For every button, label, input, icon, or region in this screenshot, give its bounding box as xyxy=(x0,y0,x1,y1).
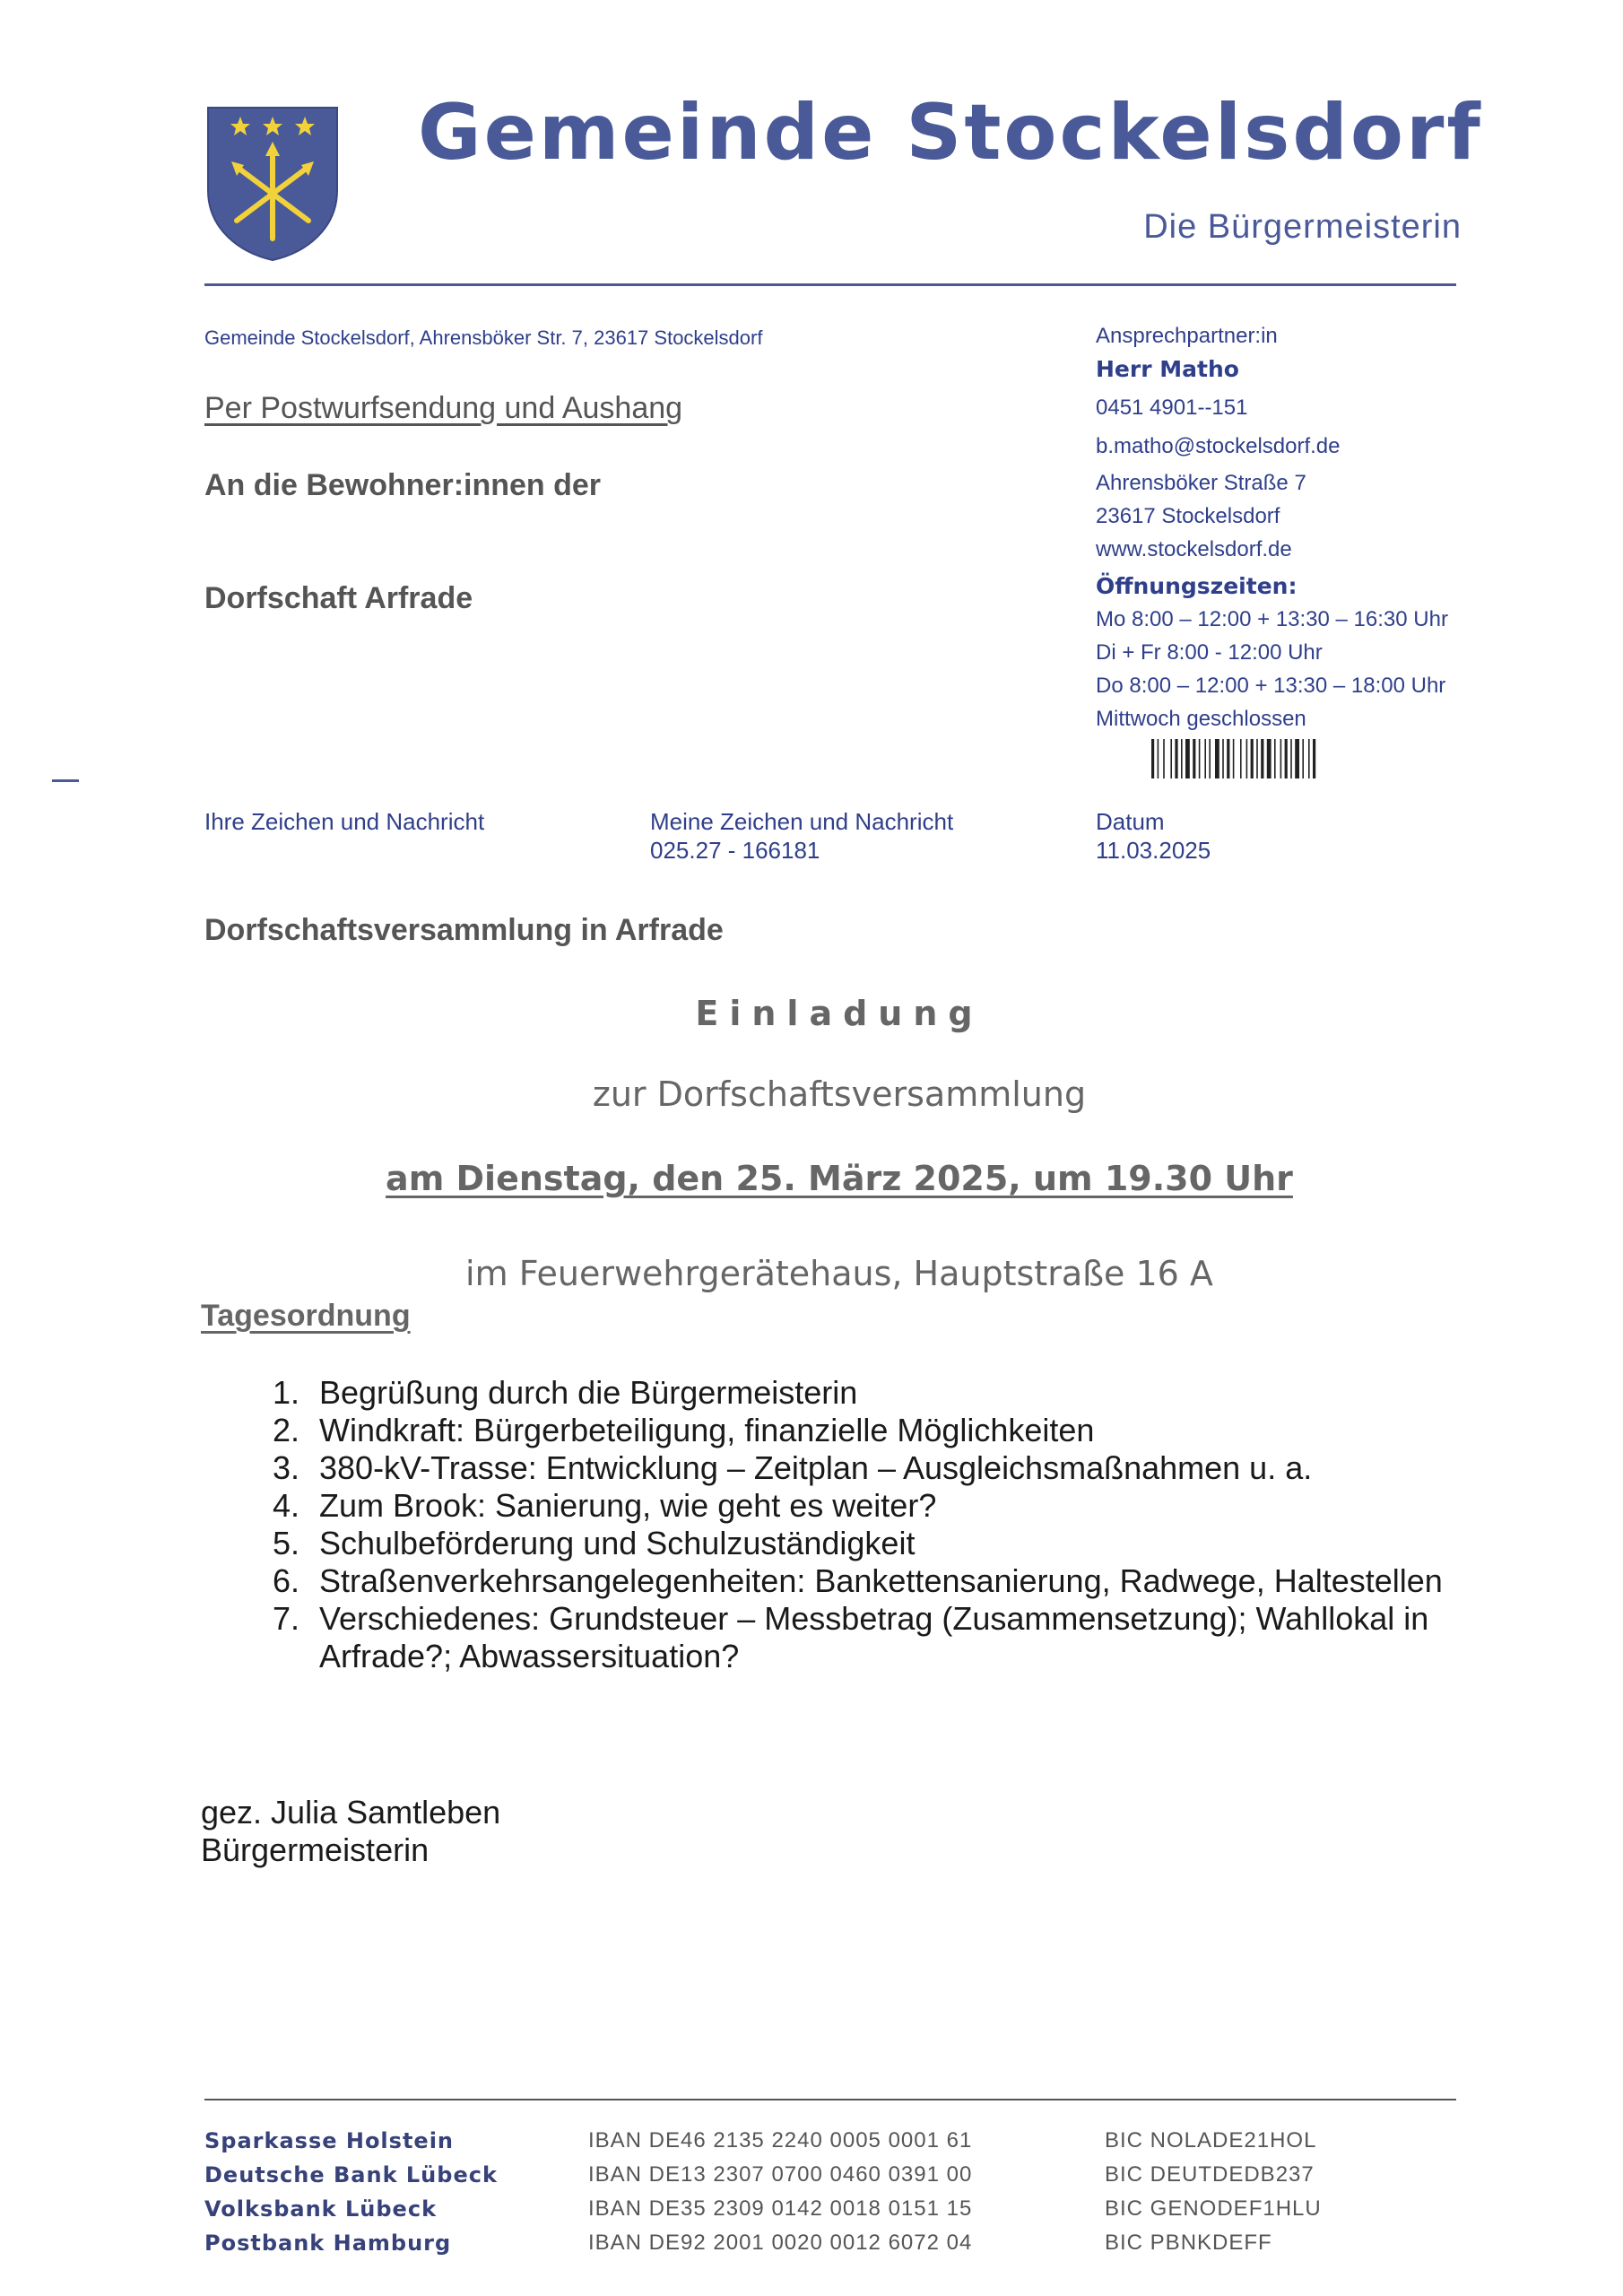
bank-names xyxy=(204,2124,498,2260)
contact-street: Ahrensböker Straße 7 xyxy=(1096,471,1306,495)
agenda-item-number: 3. xyxy=(272,1449,299,1486)
agenda-item xyxy=(242,1487,1462,1525)
agenda-item-number: 2. xyxy=(272,1412,299,1448)
bank-iban: IBAN DE35 2309 0142 0018 0151 15 xyxy=(588,2196,973,2221)
bank-bic: BIC DEUTDEDB237 xyxy=(1105,2162,1315,2187)
ref-ours xyxy=(650,807,953,865)
contact-name: Herr Matho xyxy=(1096,356,1239,382)
invitation-place: im Feuerwehrgerätehaus, Hauptstraße 16 A xyxy=(465,1254,1213,1293)
agenda-list xyxy=(242,1374,1462,1675)
agenda-item-text: Windkraft: Bürgerbeteiligung, finanzielle Möglichkeiten xyxy=(319,1412,1095,1448)
shipping-note: Per Postwurfsendung und Aushang xyxy=(204,391,683,425)
agenda-item-text: Begrüßung durch die Bürgermeisterin xyxy=(319,1374,858,1411)
bank-iban: IBAN DE46 2135 2240 0005 0001 61 xyxy=(588,2128,973,2152)
letterhead-subtitle: Die Bürgermeisterin xyxy=(1143,208,1462,246)
ref-yours xyxy=(204,807,484,836)
bank-bic: BIC PBNKDEFF xyxy=(1105,2231,1272,2255)
letterhead-title: Gemeinde Stockelsdorf xyxy=(418,88,1483,178)
agenda-item xyxy=(242,1449,1462,1487)
invitation-subtitle: zur Dorfschaftsversammlung xyxy=(592,1074,1087,1114)
fold-mark xyxy=(52,779,79,782)
agenda-item-text: Zum Brook: Sanierung, wie geht es weiter? xyxy=(319,1487,937,1524)
contact-phone: 0451 4901--151 xyxy=(1096,396,1248,420)
agenda-item-number: 5. xyxy=(272,1525,299,1561)
agenda-item-number: 6. xyxy=(272,1562,299,1599)
barcode-icon xyxy=(1151,739,1402,778)
ref-yours-label: Ihre Zeichen und Nachricht xyxy=(204,808,485,835)
bank-name: Sparkasse Holstein xyxy=(204,2128,455,2153)
ref-date xyxy=(1096,807,1211,865)
agenda-item-number: 7. xyxy=(272,1600,299,1637)
signature-role: Bürgermeisterin xyxy=(201,1831,430,1868)
agenda-item xyxy=(242,1412,1462,1449)
ref-ours-value: 025.27 - 166181 xyxy=(650,837,820,864)
signature-block xyxy=(201,1794,500,1869)
opening-hours-line: Mittwoch geschlossen xyxy=(1096,707,1306,731)
sender-line: Gemeinde Stockelsdorf, Ahrensböker Str. 7, 23617 Stockelsdorf xyxy=(204,326,763,349)
agenda-item xyxy=(242,1374,1462,1412)
bank-bics xyxy=(1105,2124,1322,2260)
contact-block xyxy=(1096,319,1472,735)
bank-name: Postbank Hamburg xyxy=(204,2231,452,2256)
agenda-item-text: Straßenverkehrsangelegenheiten: Bankettensanierung, Radwege, Haltestellen xyxy=(319,1562,1443,1599)
agenda-item-text: 380-kV-Trasse: Entwicklung – Zeitplan – Ausgleichsmaßnahmen u. a. xyxy=(319,1449,1313,1486)
agenda-item-number: 1. xyxy=(272,1374,299,1411)
ref-ours-label: Meine Zeichen und Nachricht xyxy=(650,808,954,835)
invitation-title: Einladung xyxy=(695,994,984,1033)
coat-of-arms-icon xyxy=(204,104,341,262)
signature-name: gez. Julia Samtleben xyxy=(201,1794,501,1831)
agenda-item xyxy=(242,1600,1462,1675)
agenda-item-text: Verschiedenes: Grundsteuer – Messbetrag (Zusammensetzung); Wahllokal in Arfrade?; Abwassersituation? xyxy=(319,1600,1429,1674)
bank-iban: IBAN DE92 2001 0020 0012 6072 04 xyxy=(588,2231,973,2255)
opening-hours-line: Do 8:00 – 12:00 + 13:30 – 18:00 Uhr xyxy=(1096,674,1446,698)
recipient-line-1: An die Bewohner:innen der xyxy=(204,468,602,502)
date-value: 11.03.2025 xyxy=(1096,837,1211,864)
agenda-item-number: 4. xyxy=(272,1487,299,1524)
agenda-heading: Tagesordnung xyxy=(201,1299,411,1333)
bank-name: Volksbank Lübeck xyxy=(204,2196,438,2222)
footer-rule xyxy=(204,2099,1456,2100)
opening-hours-label: Öffnungszeiten: xyxy=(1096,573,1298,599)
contact-city: 23617 Stockelsdorf xyxy=(1096,504,1280,528)
agenda-item xyxy=(242,1562,1462,1600)
bank-name: Deutsche Bank Lübeck xyxy=(204,2162,498,2187)
contact-web[interactable]: www.stockelsdorf.de xyxy=(1096,537,1292,561)
opening-hours-line: Di + Fr 8:00 - 12:00 Uhr xyxy=(1096,640,1323,665)
agenda-item xyxy=(242,1525,1462,1562)
contact-label: Ansprechpartner:in xyxy=(1096,324,1278,348)
opening-hours-line: Mo 8:00 – 12:00 + 13:30 – 16:30 Uhr xyxy=(1096,607,1448,631)
invitation-date: am Dienstag, den 25. März 2025, um 19.30 Uhr xyxy=(386,1159,1293,1198)
recipient-line-2: Dorfschaft Arfrade xyxy=(204,581,473,615)
bank-bic: BIC NOLADE21HOL xyxy=(1105,2128,1317,2152)
bank-ibans xyxy=(588,2124,972,2260)
date-label: Datum xyxy=(1096,808,1165,835)
bank-iban: IBAN DE13 2307 0700 0460 0391 00 xyxy=(588,2162,973,2187)
agenda-item-text: Schulbeförderung und Schulzuständigkeit xyxy=(319,1525,916,1561)
bank-bic: BIC GENODEF1HLU xyxy=(1105,2196,1322,2221)
subject-line: Dorfschaftsversammlung in Arfrade xyxy=(204,913,724,947)
header-rule xyxy=(204,283,1456,286)
contact-email[interactable]: b.matho@stockelsdorf.de xyxy=(1096,434,1341,458)
